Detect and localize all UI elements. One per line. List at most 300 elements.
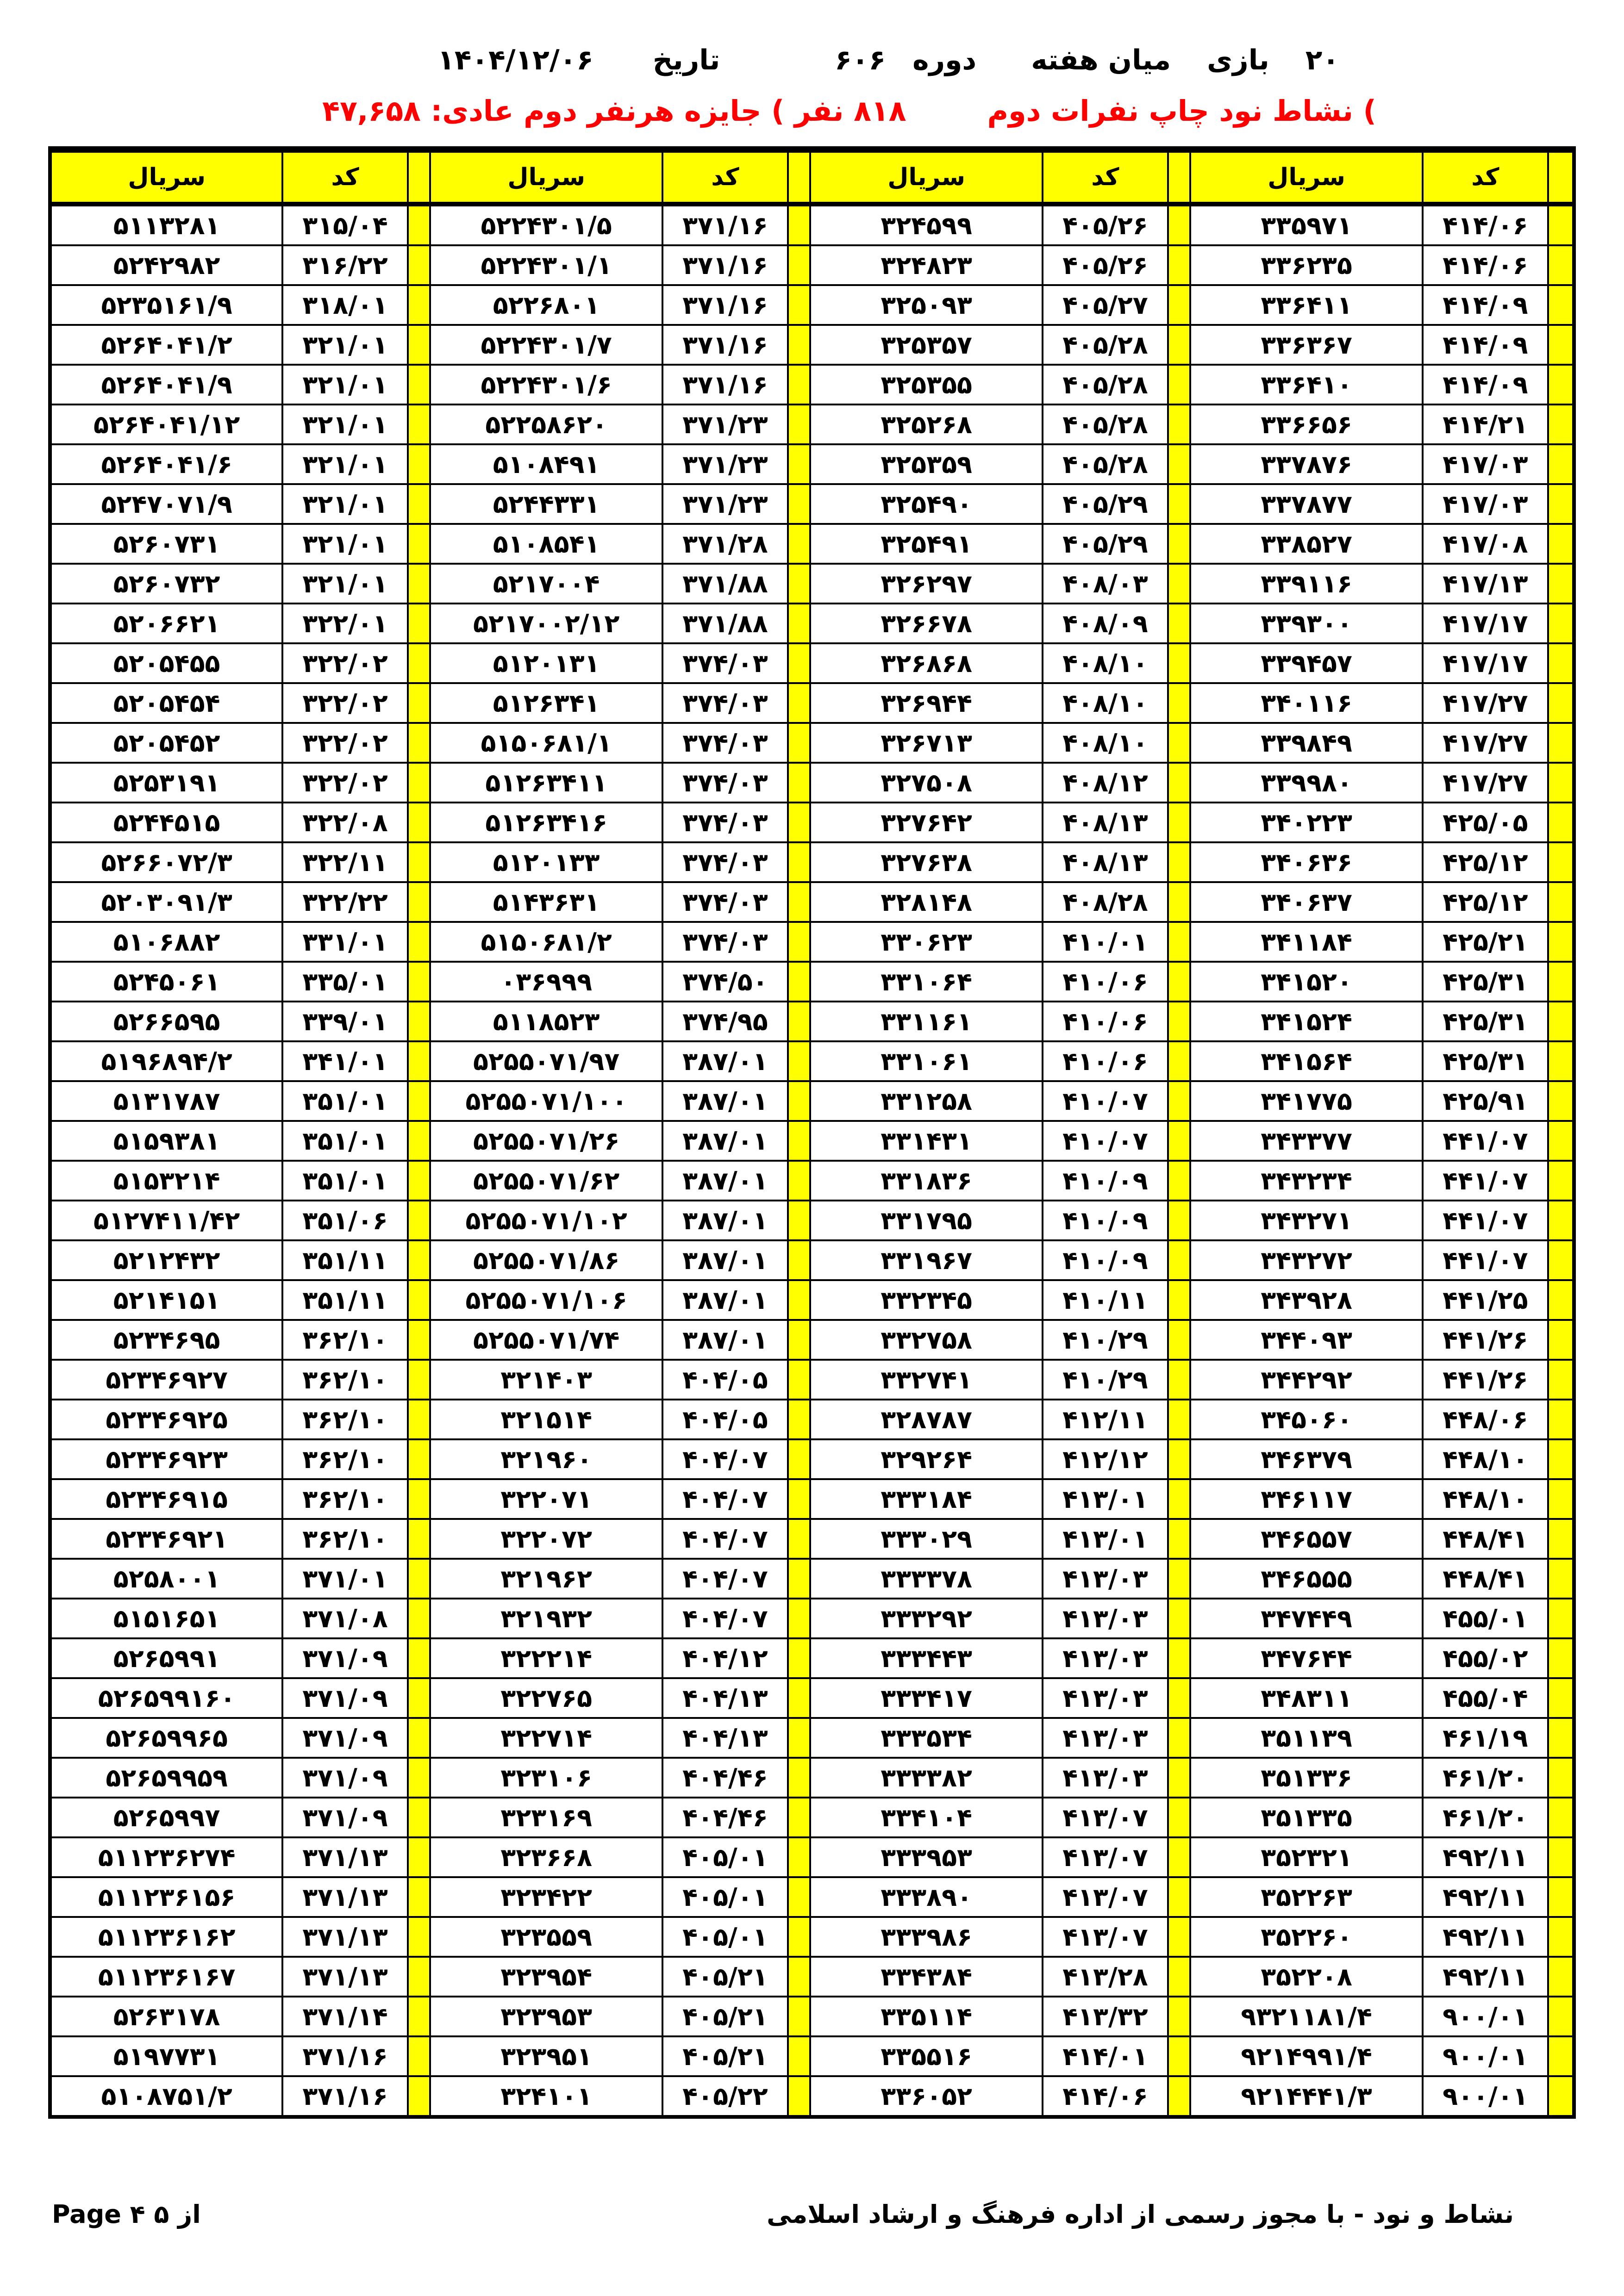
serial-cell: ۳۲۶۷۱۳ bbox=[810, 723, 1043, 763]
serial-cell: ۵۲۶۰۷۳۱ bbox=[50, 524, 282, 564]
separator-cell bbox=[788, 325, 810, 365]
table-row bbox=[50, 1678, 1574, 1718]
table-row bbox=[50, 1837, 1574, 1877]
code-cell: ۴۱۴/۰۱ bbox=[1043, 2036, 1168, 2076]
serial-cell: ۳۳۹۳۰۰ bbox=[1190, 604, 1423, 643]
code-cell: ۳۷۱/۲۳ bbox=[662, 484, 787, 524]
separator-cell bbox=[408, 604, 430, 643]
separator-cell bbox=[788, 1997, 810, 2036]
code-header: کد bbox=[662, 149, 787, 204]
serial-cell: ۵۱۵۹۳۸۱ bbox=[50, 1121, 282, 1161]
separator-cell bbox=[1168, 1678, 1190, 1718]
serial-cell: ۵۲۶۶۰۷۲/۳ bbox=[50, 842, 282, 882]
page-footer bbox=[0, 2200, 1624, 2229]
code-cell: ۴۱۳/۰۷ bbox=[1043, 1798, 1168, 1837]
serial-cell: ۵۲۱۴۱۵۱ bbox=[50, 1280, 282, 1320]
separator-cell bbox=[408, 842, 430, 882]
serial-cell: ۹۲۱۴۹۹۱/۴ bbox=[1190, 2036, 1423, 2076]
serial-cell: ۳۳۶۲۳۵ bbox=[1190, 245, 1423, 285]
separator-cell bbox=[1168, 1479, 1190, 1519]
separator-cell bbox=[1168, 1837, 1190, 1877]
code-cell: ۳۷۱/۱۳ bbox=[282, 1837, 407, 1877]
code-cell: ۳۲۲/۱۱ bbox=[282, 842, 407, 882]
code-cell: ۳۳۹/۰۱ bbox=[282, 1002, 407, 1041]
serial-cell: ۵۲۵۵۰۷۱/۶۲ bbox=[430, 1161, 662, 1201]
separator-cell bbox=[788, 723, 810, 763]
serial-cell: ۵۲۵۵۰۷۱/۹۷ bbox=[430, 1041, 662, 1081]
serial-cell: ۳۲۳۹۵۳ bbox=[430, 1997, 662, 2036]
serial-cell: ۳۴۰۶۳۶ bbox=[1190, 842, 1423, 882]
serial-cell: ۵۲۵۳۱۹۱ bbox=[50, 763, 282, 803]
table-row bbox=[50, 1081, 1574, 1121]
code-cell: ۳۲۲/۰۱ bbox=[282, 604, 407, 643]
table-row bbox=[50, 564, 1574, 604]
code-cell: ۳۸۷/۰۱ bbox=[662, 1280, 787, 1320]
code-cell: ۴۰۴/۱۲ bbox=[662, 1638, 787, 1678]
code-cell: ۴۱۳/۲۸ bbox=[1043, 1957, 1168, 1997]
code-cell: ۳۷۱/۰۹ bbox=[282, 1758, 407, 1798]
code-cell: ۴۰۴/۴۶ bbox=[662, 1758, 787, 1798]
code-cell: ۴۱۷/۱۷ bbox=[1423, 643, 1548, 683]
separator-cell bbox=[1548, 1678, 1574, 1718]
code-cell: ۳۷۱/۰۸ bbox=[282, 1599, 407, 1638]
serial-cell: ۳۲۲۰۷۱ bbox=[430, 1479, 662, 1519]
separator-cell bbox=[1168, 204, 1190, 245]
serial-cell: ۳۴۴۰۹۳ bbox=[1190, 1320, 1423, 1360]
code-cell: ۳۷۴/۵۰ bbox=[662, 962, 787, 1002]
serial-cell: ۵۱۹۶۸۹۴/۲ bbox=[50, 1041, 282, 1081]
separator-cell bbox=[1548, 1718, 1574, 1758]
date-value: ۱۴۰۴/۱۲/۰۶ bbox=[437, 44, 593, 76]
serial-cell: ۳۲۵۰۹۳ bbox=[810, 285, 1043, 325]
serial-cell: ۵۲۶۴۰۴۱/۶ bbox=[50, 444, 282, 484]
code-cell: ۴۱۳/۰۳ bbox=[1043, 1758, 1168, 1798]
separator-cell bbox=[1548, 1320, 1574, 1360]
separator-cell bbox=[408, 1201, 430, 1240]
code-cell: ۴۴۱/۰۷ bbox=[1423, 1201, 1548, 1240]
code-cell: ۴۰۵/۲۱ bbox=[662, 1997, 787, 2036]
separator-cell bbox=[1168, 683, 1190, 723]
code-cell: ۴۴۱/۰۷ bbox=[1423, 1161, 1548, 1201]
separator-cell bbox=[1548, 1439, 1574, 1479]
code-cell: ۹۰۰/۰۱ bbox=[1423, 2076, 1548, 2117]
serial-cell: ۳۲۱۹۳۲ bbox=[430, 1599, 662, 1638]
separator-cell bbox=[1548, 1798, 1574, 1837]
code-cell: ۴۱۴/۰۶ bbox=[1043, 2076, 1168, 2117]
code-cell: ۴۰۴/۱۳ bbox=[662, 1678, 787, 1718]
edge-strip bbox=[1548, 149, 1574, 204]
code-cell: ۴۱۷/۰۳ bbox=[1423, 484, 1548, 524]
code-cell: ۴۱۰/۰۹ bbox=[1043, 1161, 1168, 1201]
code-cell: ۴۲۵/۳۱ bbox=[1423, 1041, 1548, 1081]
serial-cell: ۳۲۷۶۴۲ bbox=[810, 803, 1043, 842]
code-cell: ۴۱۳/۰۳ bbox=[1043, 1559, 1168, 1599]
serial-cell: ۳۴۶۵۵۷ bbox=[1190, 1519, 1423, 1559]
code-cell: ۳۲۲/۰۲ bbox=[282, 763, 407, 803]
code-cell: ۴۱۷/۰۳ bbox=[1423, 444, 1548, 484]
code-cell: ۳۵۱/۱۱ bbox=[282, 1240, 407, 1280]
serial-cell: ۳۴۴۲۹۲ bbox=[1190, 1360, 1423, 1400]
table-row bbox=[50, 1877, 1574, 1917]
code-cell: ۴۱۴/۰۶ bbox=[1423, 204, 1548, 245]
separator-cell bbox=[408, 1678, 430, 1718]
separator-cell bbox=[1168, 962, 1190, 1002]
separator-cell bbox=[788, 2076, 810, 2117]
serial-cell: ۳۴۱۵۲۴ bbox=[1190, 1002, 1423, 1041]
serial-cell: ۳۳۵۱۱۴ bbox=[810, 1997, 1043, 2036]
serial-cell: ۳۴۸۳۱۱ bbox=[1190, 1678, 1423, 1718]
table-row bbox=[50, 484, 1574, 524]
separator-cell bbox=[788, 1161, 810, 1201]
serial-cell: ۳۲۱۹۶۲ bbox=[430, 1559, 662, 1599]
code-cell: ۴۱۳/۰۱ bbox=[1043, 1479, 1168, 1519]
serial-cell: ۵۲۲۶۸۰۱ bbox=[430, 285, 662, 325]
code-cell: ۴۱۴/۰۹ bbox=[1423, 365, 1548, 404]
code-cell: ۴۱۰/۲۹ bbox=[1043, 1360, 1168, 1400]
code-cell: ۴۰۵/۲۶ bbox=[1043, 245, 1168, 285]
separator-cell bbox=[788, 1917, 810, 1957]
separator-cell bbox=[408, 1599, 430, 1638]
separator-cell bbox=[788, 404, 810, 444]
separator-cell bbox=[1548, 325, 1574, 365]
separator-cell bbox=[1168, 604, 1190, 643]
table-row bbox=[50, 803, 1574, 842]
separator-cell bbox=[788, 1559, 810, 1599]
code-cell: ۴۴۱/۲۵ bbox=[1423, 1280, 1548, 1320]
table-row bbox=[50, 444, 1574, 484]
serial-cell: ۳۴۰۶۳۷ bbox=[1190, 882, 1423, 922]
serial-cell: ۳۳۶۴۱۰ bbox=[1190, 365, 1423, 404]
serial-cell: ۵۱۰۸۴۹۱ bbox=[430, 444, 662, 484]
separator-cell bbox=[1548, 245, 1574, 285]
serial-cell: ۵۲۵۵۰۷۱/۱۰۰ bbox=[430, 1081, 662, 1121]
code-cell: ۳۷۱/۰۹ bbox=[282, 1718, 407, 1758]
serial-cell: ۵۲۶۰۷۳۲ bbox=[50, 564, 282, 604]
code-cell: ۴۱۳/۰۱ bbox=[1043, 1519, 1168, 1559]
code-cell: ۳۲۱/۰۱ bbox=[282, 484, 407, 524]
serial-cell: ۵۱۱۸۵۲۳ bbox=[430, 1002, 662, 1041]
separator-cell bbox=[1168, 1081, 1190, 1121]
code-cell: ۴۱۰/۰۹ bbox=[1043, 1240, 1168, 1280]
table-row bbox=[50, 1559, 1574, 1599]
separator-cell bbox=[1168, 803, 1190, 842]
code-cell: ۳۵۱/۰۶ bbox=[282, 1201, 407, 1240]
separator-cell bbox=[788, 245, 810, 285]
serial-cell: ۳۴۵۰۶۰ bbox=[1190, 1400, 1423, 1439]
serial-cell: ۳۲۱۵۱۴ bbox=[430, 1400, 662, 1439]
code-cell: ۳۲۱/۰۱ bbox=[282, 524, 407, 564]
separator-cell bbox=[408, 404, 430, 444]
serial-cell: ۵۲۲۴۳۰۱/۱ bbox=[430, 245, 662, 285]
serial-cell: ۳۳۷۸۷۷ bbox=[1190, 484, 1423, 524]
code-cell: ۳۷۴/۰۳ bbox=[662, 763, 787, 803]
separator-cell bbox=[1168, 1877, 1190, 1917]
serial-cell: ۵۲۰۶۶۲۱ bbox=[50, 604, 282, 643]
code-cell: ۴۵۵/۰۱ bbox=[1423, 1599, 1548, 1638]
serial-cell: ۵۲۶۵۹۹۷ bbox=[50, 1798, 282, 1837]
separator-cell bbox=[788, 1240, 810, 1280]
serial-cell: ۳۲۹۲۶۴ bbox=[810, 1439, 1043, 1479]
separator-cell bbox=[408, 683, 430, 723]
table-body bbox=[50, 204, 1574, 2117]
serial-cell: ۵۱۵۰۶۸۱/۲ bbox=[430, 922, 662, 962]
serial-cell: ۳۳۱۷۹۵ bbox=[810, 1201, 1043, 1240]
code-cell: ۳۲۱/۰۱ bbox=[282, 365, 407, 404]
separator-cell bbox=[408, 763, 430, 803]
serial-cell: ۵۲۴۷۰۷۱/۹ bbox=[50, 484, 282, 524]
table-row bbox=[50, 1240, 1574, 1280]
code-cell: ۴۱۷/۲۷ bbox=[1423, 763, 1548, 803]
serial-cell: ۵۲۶۳۱۷۸ bbox=[50, 1997, 282, 2036]
code-cell: ۴۴۸/۱۰ bbox=[1423, 1479, 1548, 1519]
code-cell: ۴۲۵/۹۱ bbox=[1423, 1081, 1548, 1121]
serial-cell: ۵۱۰۶۸۸۲ bbox=[50, 922, 282, 962]
code-cell: ۴۱۰/۰۷ bbox=[1043, 1121, 1168, 1161]
code-cell: ۳۷۱/۱۳ bbox=[282, 1917, 407, 1957]
table-row bbox=[50, 1997, 1574, 2036]
separator-cell bbox=[408, 564, 430, 604]
code-cell: ۴۱۰/۱۱ bbox=[1043, 1280, 1168, 1320]
separator-cell bbox=[1548, 1041, 1574, 1081]
serial-cell: ۳۳۱۸۳۶ bbox=[810, 1161, 1043, 1201]
separator-cell bbox=[788, 365, 810, 404]
serial-cell: ۵۲۴۴۵۱۵ bbox=[50, 803, 282, 842]
serial-cell: ۳۳۰۶۲۳ bbox=[810, 922, 1043, 962]
serial-cell: ۳۴۳۲۳۴ bbox=[1190, 1161, 1423, 1201]
serial-cell: ۵۲۵۵۰۷۱/۲۶ bbox=[430, 1121, 662, 1161]
code-cell: ۴۱۷/۲۷ bbox=[1423, 683, 1548, 723]
separator-cell bbox=[788, 922, 810, 962]
code-cell: ۳۲۱/۰۱ bbox=[282, 444, 407, 484]
serial-cell: ۳۲۴۵۹۹ bbox=[810, 204, 1043, 245]
separator-column bbox=[1168, 149, 1190, 204]
separator-cell bbox=[408, 2076, 430, 2117]
code-cell: ۳۶۲/۱۰ bbox=[282, 1519, 407, 1559]
separator-cell bbox=[408, 1837, 430, 1877]
separator-cell bbox=[788, 2036, 810, 2076]
serial-cell: ۳۳۶۴۱۱ bbox=[1190, 285, 1423, 325]
serial-cell: ۳۲۱۴۰۳ bbox=[430, 1360, 662, 1400]
serial-cell: ۵۱۵۳۲۱۴ bbox=[50, 1161, 282, 1201]
separator-cell bbox=[1548, 1957, 1574, 1997]
separator-cell bbox=[1548, 1559, 1574, 1599]
serial-cell: ۵۲۶۴۰۴۱/۱۲ bbox=[50, 404, 282, 444]
code-cell: ۴۱۳/۰۷ bbox=[1043, 1837, 1168, 1877]
separator-cell bbox=[788, 1877, 810, 1917]
separator-cell bbox=[788, 1320, 810, 1360]
separator-cell bbox=[408, 803, 430, 842]
code-cell: ۴۰۵/۲۸ bbox=[1043, 444, 1168, 484]
code-cell: ۴۱۴/۰۶ bbox=[1423, 245, 1548, 285]
separator-cell bbox=[788, 1201, 810, 1240]
code-cell: ۳۸۷/۰۱ bbox=[662, 1201, 787, 1240]
separator-column bbox=[788, 149, 810, 204]
serial-cell: ۳۴۰۲۲۳ bbox=[1190, 803, 1423, 842]
code-cell: ۳۲۲/۰۲ bbox=[282, 683, 407, 723]
code-cell: ۳۷۱/۲۳ bbox=[662, 444, 787, 484]
code-cell: ۴۰۴/۰۷ bbox=[662, 1439, 787, 1479]
code-cell: ۴۲۵/۱۲ bbox=[1423, 842, 1548, 882]
code-cell: ۴۰۸/۰۳ bbox=[1043, 564, 1168, 604]
table-row bbox=[50, 723, 1574, 763]
separator-cell bbox=[1548, 484, 1574, 524]
separator-cell bbox=[408, 285, 430, 325]
separator-cell bbox=[1168, 1917, 1190, 1957]
table-row bbox=[50, 524, 1574, 564]
table-row bbox=[50, 365, 1574, 404]
code-cell: ۴۱۳/۰۳ bbox=[1043, 1718, 1168, 1758]
code-cell: ۳۲۱/۰۱ bbox=[282, 564, 407, 604]
code-cell: ۴۱۳/۰۳ bbox=[1043, 1638, 1168, 1678]
table-row bbox=[50, 1320, 1574, 1360]
code-cell: ۴۱۳/۰۳ bbox=[1043, 1599, 1168, 1638]
code-cell: ۴۱۳/۳۲ bbox=[1043, 1997, 1168, 2036]
serial-cell: ۳۳۳۳۷۸ bbox=[810, 1559, 1043, 1599]
code-cell: ۳۳۵/۰۱ bbox=[282, 962, 407, 1002]
separator-cell bbox=[1548, 1360, 1574, 1400]
table-row bbox=[50, 404, 1574, 444]
serial-cell: ۳۴۳۳۷۷ bbox=[1190, 1121, 1423, 1161]
serial-cell: ۳۳۹۴۵۷ bbox=[1190, 643, 1423, 683]
code-cell: ۴۲۵/۲۱ bbox=[1423, 922, 1548, 962]
separator-cell bbox=[1168, 1320, 1190, 1360]
serial-cell: ۳۲۶۶۷۸ bbox=[810, 604, 1043, 643]
serial-cell: ۳۴۱۱۸۴ bbox=[1190, 922, 1423, 962]
serial-cell: ۳۲۷۵۰۸ bbox=[810, 763, 1043, 803]
serial-cell: ۵۱۲۶۳۴۱۶ bbox=[430, 803, 662, 842]
code-cell: ۳۷۱/۱۶ bbox=[662, 365, 787, 404]
separator-cell bbox=[1168, 564, 1190, 604]
code-cell: ۳۱۶/۲۲ bbox=[282, 245, 407, 285]
code-cell: ۳۱۵/۰۴ bbox=[282, 204, 407, 245]
separator-cell bbox=[408, 1439, 430, 1479]
code-cell: ۴۹۲/۱۱ bbox=[1423, 1837, 1548, 1877]
code-cell: ۴۱۴/۲۱ bbox=[1423, 404, 1548, 444]
serial-cell: ۳۳۱۱۶۱ bbox=[810, 1002, 1043, 1041]
code-cell: ۴۰۸/۱۰ bbox=[1043, 683, 1168, 723]
code-cell: ۴۰۸/۱۰ bbox=[1043, 643, 1168, 683]
separator-cell bbox=[1168, 1400, 1190, 1439]
separator-cell bbox=[1168, 484, 1190, 524]
code-cell: ۳۶۲/۱۰ bbox=[282, 1320, 407, 1360]
separator-cell bbox=[408, 922, 430, 962]
serial-cell: ۵۱۳۱۷۸۷ bbox=[50, 1081, 282, 1121]
serial-cell: ۵۱۰۸۵۴۱ bbox=[430, 524, 662, 564]
serial-cell: ۵۱۰۸۷۵۱/۲ bbox=[50, 2076, 282, 2117]
separator-cell bbox=[408, 204, 430, 245]
serial-cell: ۳۲۲۷۱۴ bbox=[430, 1718, 662, 1758]
code-cell: ۳۷۴/۹۵ bbox=[662, 1002, 787, 1041]
code-cell: ۴۹۲/۱۱ bbox=[1423, 1877, 1548, 1917]
separator-cell bbox=[1168, 1718, 1190, 1758]
separator-cell bbox=[408, 723, 430, 763]
separator-cell bbox=[1548, 285, 1574, 325]
code-cell: ۴۴۱/۰۷ bbox=[1423, 1121, 1548, 1161]
serial-cell: ۵۲۵۵۰۷۱/۷۴ bbox=[430, 1320, 662, 1360]
code-cell: ۴۱۲/۱۲ bbox=[1043, 1439, 1168, 1479]
serial-cell: ۳۳۹۹۸۰ bbox=[1190, 763, 1423, 803]
separator-cell bbox=[408, 1041, 430, 1081]
separator-cell bbox=[1548, 604, 1574, 643]
separator-cell bbox=[408, 1360, 430, 1400]
serial-cell: ۵۲۰۵۴۵۴ bbox=[50, 683, 282, 723]
code-cell: ۴۶۱/۲۰ bbox=[1423, 1758, 1548, 1798]
code-cell: ۴۱۷/۱۷ bbox=[1423, 604, 1548, 643]
separator-cell bbox=[1168, 643, 1190, 683]
serial-cell: ۵۱۲۷۴۱۱/۴۲ bbox=[50, 1201, 282, 1240]
separator-cell bbox=[788, 1280, 810, 1320]
separator-cell bbox=[1548, 404, 1574, 444]
serial-cell: ۳۴۶۱۱۷ bbox=[1190, 1479, 1423, 1519]
separator-cell bbox=[408, 1917, 430, 1957]
serial-cell: ۵۲۴۲۹۸۲ bbox=[50, 245, 282, 285]
serial-cell: ۳۳۳۴۴۳ bbox=[810, 1638, 1043, 1678]
separator-cell bbox=[788, 643, 810, 683]
separator-cell bbox=[1168, 1280, 1190, 1320]
table-row bbox=[50, 1718, 1574, 1758]
table-row bbox=[50, 882, 1574, 922]
separator-cell bbox=[1548, 1758, 1574, 1798]
serial-cell: ۵۱۵۱۶۵۱ bbox=[50, 1599, 282, 1638]
serial-cell: ۵۱۲۰۱۳۱ bbox=[430, 643, 662, 683]
serial-cell: ۳۲۸۱۴۸ bbox=[810, 882, 1043, 922]
serial-cell: ۵۲۲۴۳۰۱/۷ bbox=[430, 325, 662, 365]
code-cell: ۴۰۵/۲۷ bbox=[1043, 285, 1168, 325]
serial-cell: ۰۳۶۹۹۹ bbox=[430, 962, 662, 1002]
code-cell: ۴۰۸/۱۳ bbox=[1043, 803, 1168, 842]
code-cell: ۴۵۵/۰۲ bbox=[1423, 1638, 1548, 1678]
separator-cell bbox=[1548, 444, 1574, 484]
serial-cell: ۳۵۱۱۳۹ bbox=[1190, 1718, 1423, 1758]
serial-cell: ۳۳۱۰۶۱ bbox=[810, 1041, 1043, 1081]
code-cell: ۴۱۰/۰۶ bbox=[1043, 962, 1168, 1002]
serial-cell: ۳۵۲۲۶۰ bbox=[1190, 1917, 1423, 1957]
code-cell: ۴۱۰/۰۶ bbox=[1043, 1002, 1168, 1041]
separator-cell bbox=[1548, 1280, 1574, 1320]
page-number: Page ۴ از ۵ bbox=[52, 2200, 201, 2229]
table-row bbox=[50, 922, 1574, 962]
code-cell: ۴۲۵/۱۲ bbox=[1423, 882, 1548, 922]
separator-cell bbox=[788, 803, 810, 842]
table-row bbox=[50, 1479, 1574, 1519]
serial-cell: ۵۱۲۰۱۳۳ bbox=[430, 842, 662, 882]
serial-cell: ۳۳۳۸۹۰ bbox=[810, 1877, 1043, 1917]
serial-cell: ۵۱۱۲۳۶۱۵۶ bbox=[50, 1877, 282, 1917]
table-row bbox=[50, 1161, 1574, 1201]
code-cell: ۳۱۸/۰۱ bbox=[282, 285, 407, 325]
serial-cell: ۳۴۱۵۲۰ bbox=[1190, 962, 1423, 1002]
code-cell: ۴۴۸/۱۰ bbox=[1423, 1439, 1548, 1479]
serial-cell: ۳۴۳۲۷۱ bbox=[1190, 1201, 1423, 1240]
code-cell: ۳۷۱/۲۳ bbox=[662, 404, 787, 444]
code-cell: ۳۵۱/۰۱ bbox=[282, 1121, 407, 1161]
separator-cell bbox=[1168, 763, 1190, 803]
code-cell: ۴۰۸/۱۳ bbox=[1043, 842, 1168, 882]
serial-cell: ۵۲۶۶۵۹۵ bbox=[50, 1002, 282, 1041]
code-cell: ۴۹۲/۱۱ bbox=[1423, 1917, 1548, 1957]
serial-cell: ۵۱۵۰۶۸۱/۱ bbox=[430, 723, 662, 763]
serial-cell: ۳۲۳۱۰۶ bbox=[430, 1758, 662, 1798]
table-row bbox=[50, 1638, 1574, 1678]
serial-cell: ۵۲۳۴۶۹۲۱ bbox=[50, 1519, 282, 1559]
separator-cell bbox=[408, 1519, 430, 1559]
separator-cell bbox=[408, 524, 430, 564]
serial-cell: ۳۲۵۴۹۰ bbox=[810, 484, 1043, 524]
serial-cell: ۳۲۶۸۶۸ bbox=[810, 643, 1043, 683]
serial-cell: ۵۲۶۵۹۹۱ bbox=[50, 1638, 282, 1678]
serial-cell: ۳۳۳۴۱۷ bbox=[810, 1678, 1043, 1718]
serial-cell: ۳۲۳۹۵۱ bbox=[430, 2036, 662, 2076]
